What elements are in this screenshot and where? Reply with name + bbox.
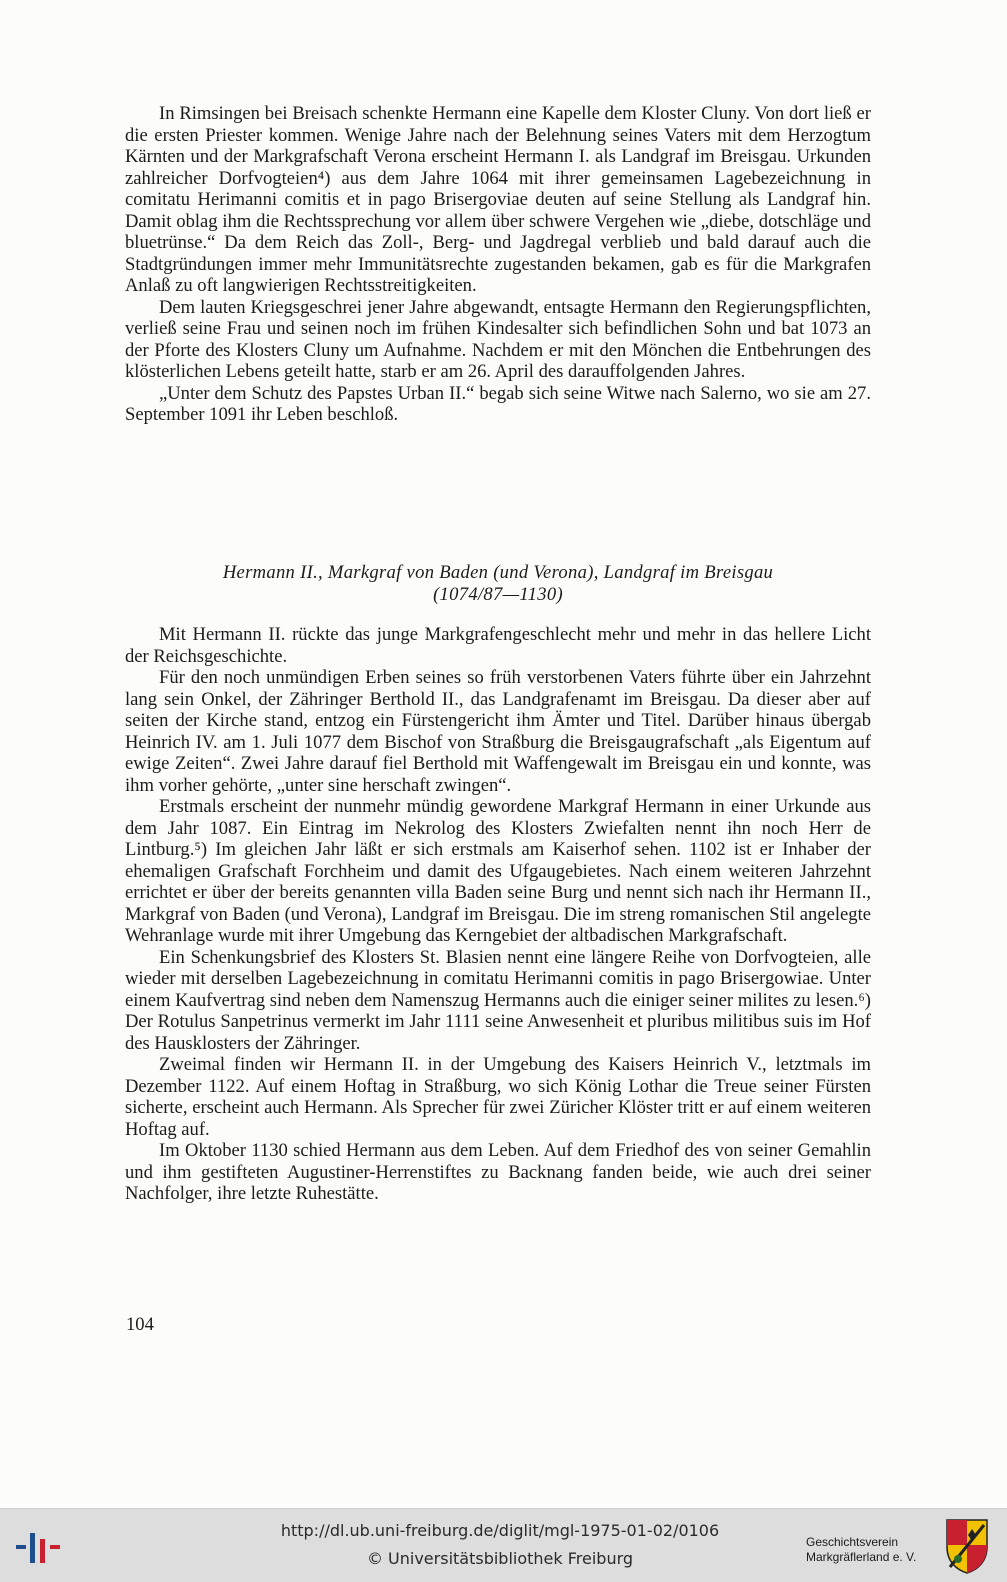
text-block-hermann-i bbox=[125, 103, 871, 426]
association-line2: Markgräflerland e. V. bbox=[806, 1550, 917, 1564]
association-name bbox=[806, 1535, 936, 1565]
paragraph: Mit Hermann II. rückte das junge Markgrafengeschlecht mehr und mehr in das hellere Licht der Reichsgeschichte. bbox=[125, 624, 871, 667]
paragraph: Dem lauten Kriegsgeschrei jener Jahre abgewandt, entsagte Hermann den Regierungspflichten, verließ seine Frau und seinen noch im frühen Kindesalter sich befindlichen Sohn und bat 1073 an der Pforte des Klosters Cluny um Aufnahme. Nachdem er mit den Mönchen die Entbehrungen des klösterlichen Lebens geteilt hatte, starb er am 26. April des darauffolgenden Jahres. bbox=[125, 296, 871, 382]
footer-url-link[interactable]: http://dl.ub.uni-freiburg.de/diglit/mgl-1975-01-02/0106 bbox=[280, 1521, 720, 1540]
paragraph: Im Oktober 1130 schied Hermann aus dem Leben. Auf dem Friedhof des von seiner Gemahlin und ihm gestifteten Augustiner-Herrenstiftes zu Backnang fanden beide, wie auch drei seiner Nachfolger, ihre letzte Ruhestätte. bbox=[125, 1140, 871, 1204]
paragraph: Zweimal finden wir Hermann II. in der Umgebung des Kaisers Heinrich V., letztmals im Dezember 1122. Auf einem Hoftag in Straßburg, wo sich König Lothar die Treue seiner Fürsten sicherte, erscheint auch Hermann. Als Sprecher für zwei Züricher Klöster tritt er auf einem weiteren Hoftag auf. bbox=[125, 1054, 871, 1140]
coat-of-arms-icon bbox=[944, 1517, 990, 1575]
ub-freiburg-logo-icon bbox=[14, 1525, 64, 1571]
paragraph: Für den noch unmündigen Erben seines so früh verstorbenen Vaters führte über ein Jahrzehnt lang sein Onkel, der Zähringer Berthold II., das Landgrafenamt im Breisgau. Da dieser aber auf seiten der Kirche stand, entzog ein Fürstengericht ihm Ämter und Titel. Darüber hinaus übergab Heinrich IV. am 1. Juli 1077 dem Bischof von Straßburg die Breisgaugrafschaft „als Eigentum auf ewige Zeiten“. Zwei Jahre darauf fiel Berthold mit Waffengewalt im Breisgau ein und konnte, was ihm vorher gehörte, „unter sine herschaft zwingen“. bbox=[125, 667, 871, 796]
section-heading bbox=[125, 562, 871, 605]
heading-dates: (1074/87—1130) bbox=[433, 583, 563, 605]
paragraph: Erstmals erscheint der nunmehr mündig gewordene Markgraf Hermann in einer Urkunde aus dem Jahr 1087. Ein Eintrag im Nekrolog des Klosters Zwiefalten nennt ihn noch Herr de Lintburg.⁵) Im gleichen Jahr läßt er sich erstmals am Kaiserhof sehen. 1102 ist er Inhaber der ehemaligen Grafschaft Forchheim und damit des Ufgaugebietes. Nach einem weiteren Jahrzehnt errichtet er über der bereits genannten villa Baden seine Burg und nennt sich nach ihr Hermann II., Markgraf von Baden (und Verona), Landgraf im Breisgau. Die im streng romanischen Stil angelegte Wehranlage wurde mit ihrer Umgebung das Kerngebiet der altbadischen Markgrafschaft. bbox=[125, 796, 871, 946]
footer-bar bbox=[0, 1508, 1007, 1582]
paragraph: In Rimsingen bei Breisach schenkte Hermann eine Kapelle dem Kloster Cluny. Von dort ließ er die ersten Priester kommen. Wenige Jahre nach der Belehnung seines Vaters mit dem Herzogtum Kärnten und der Markgrafschaft Verona erscheint Hermann I. als Landgraf im Breisgau. Urkunden zahlreicher Dorfvogteien⁴) aus dem Jahre 1064 mit ihrer gemeinsamen Lagebezeichnung in comitatu Herimanni comitis et in pago Brisergoviae deuten auf seine Stellung als Landgraf hin. Damit oblag ihm die Rechtssprechung vor allem über schwere Vergehen wie „diebe, dotschläge und bluetrünse.“ Da dem Reich das Zoll-, Berg- und Jagdregal verblieb und bald darauf auch die Stadtgründungen immer mehr Immunitätsrechte zugestanden bekamen, gab es für die Markgrafen Anlaß zu oft langwierigen Rechtsstreitigkeiten. bbox=[125, 103, 871, 296]
paragraph: Ein Schenkungsbrief des Klosters St. Blasien nennt eine längere Reihe von Dorfvogteien, alle wieder mit derselben Lagebezeichnung in comitatu Herimanni comitis in pago Brisergowiae. Unter einem Kaufvertrag sind neben dem Namenszug Hermanns auch die einiger seiner milites zu lesen.⁶) Der Rotulus Sanpetrinus vermerkt im Jahr 1111 seine Anwesenheit et pluribus militibus suis im Hof des Hausklosters der Zähringer. bbox=[125, 946, 871, 1054]
association-line1: Geschichtsverein bbox=[806, 1535, 899, 1549]
paragraph: „Unter dem Schutz des Papstes Urban II.“ begab sich seine Witwe nach Salerno, wo sie am 27. September 1091 ihr Leben beschloß. bbox=[125, 382, 871, 425]
page-number: 104 bbox=[126, 1314, 154, 1335]
footer-copyright: © Universitätsbibliothek Freiburg bbox=[366, 1549, 634, 1568]
text-block-hermann-ii bbox=[125, 624, 871, 1205]
heading-title: Hermann II., Markgraf von Baden (und Verona), Landgraf im Breisgau bbox=[222, 562, 774, 583]
